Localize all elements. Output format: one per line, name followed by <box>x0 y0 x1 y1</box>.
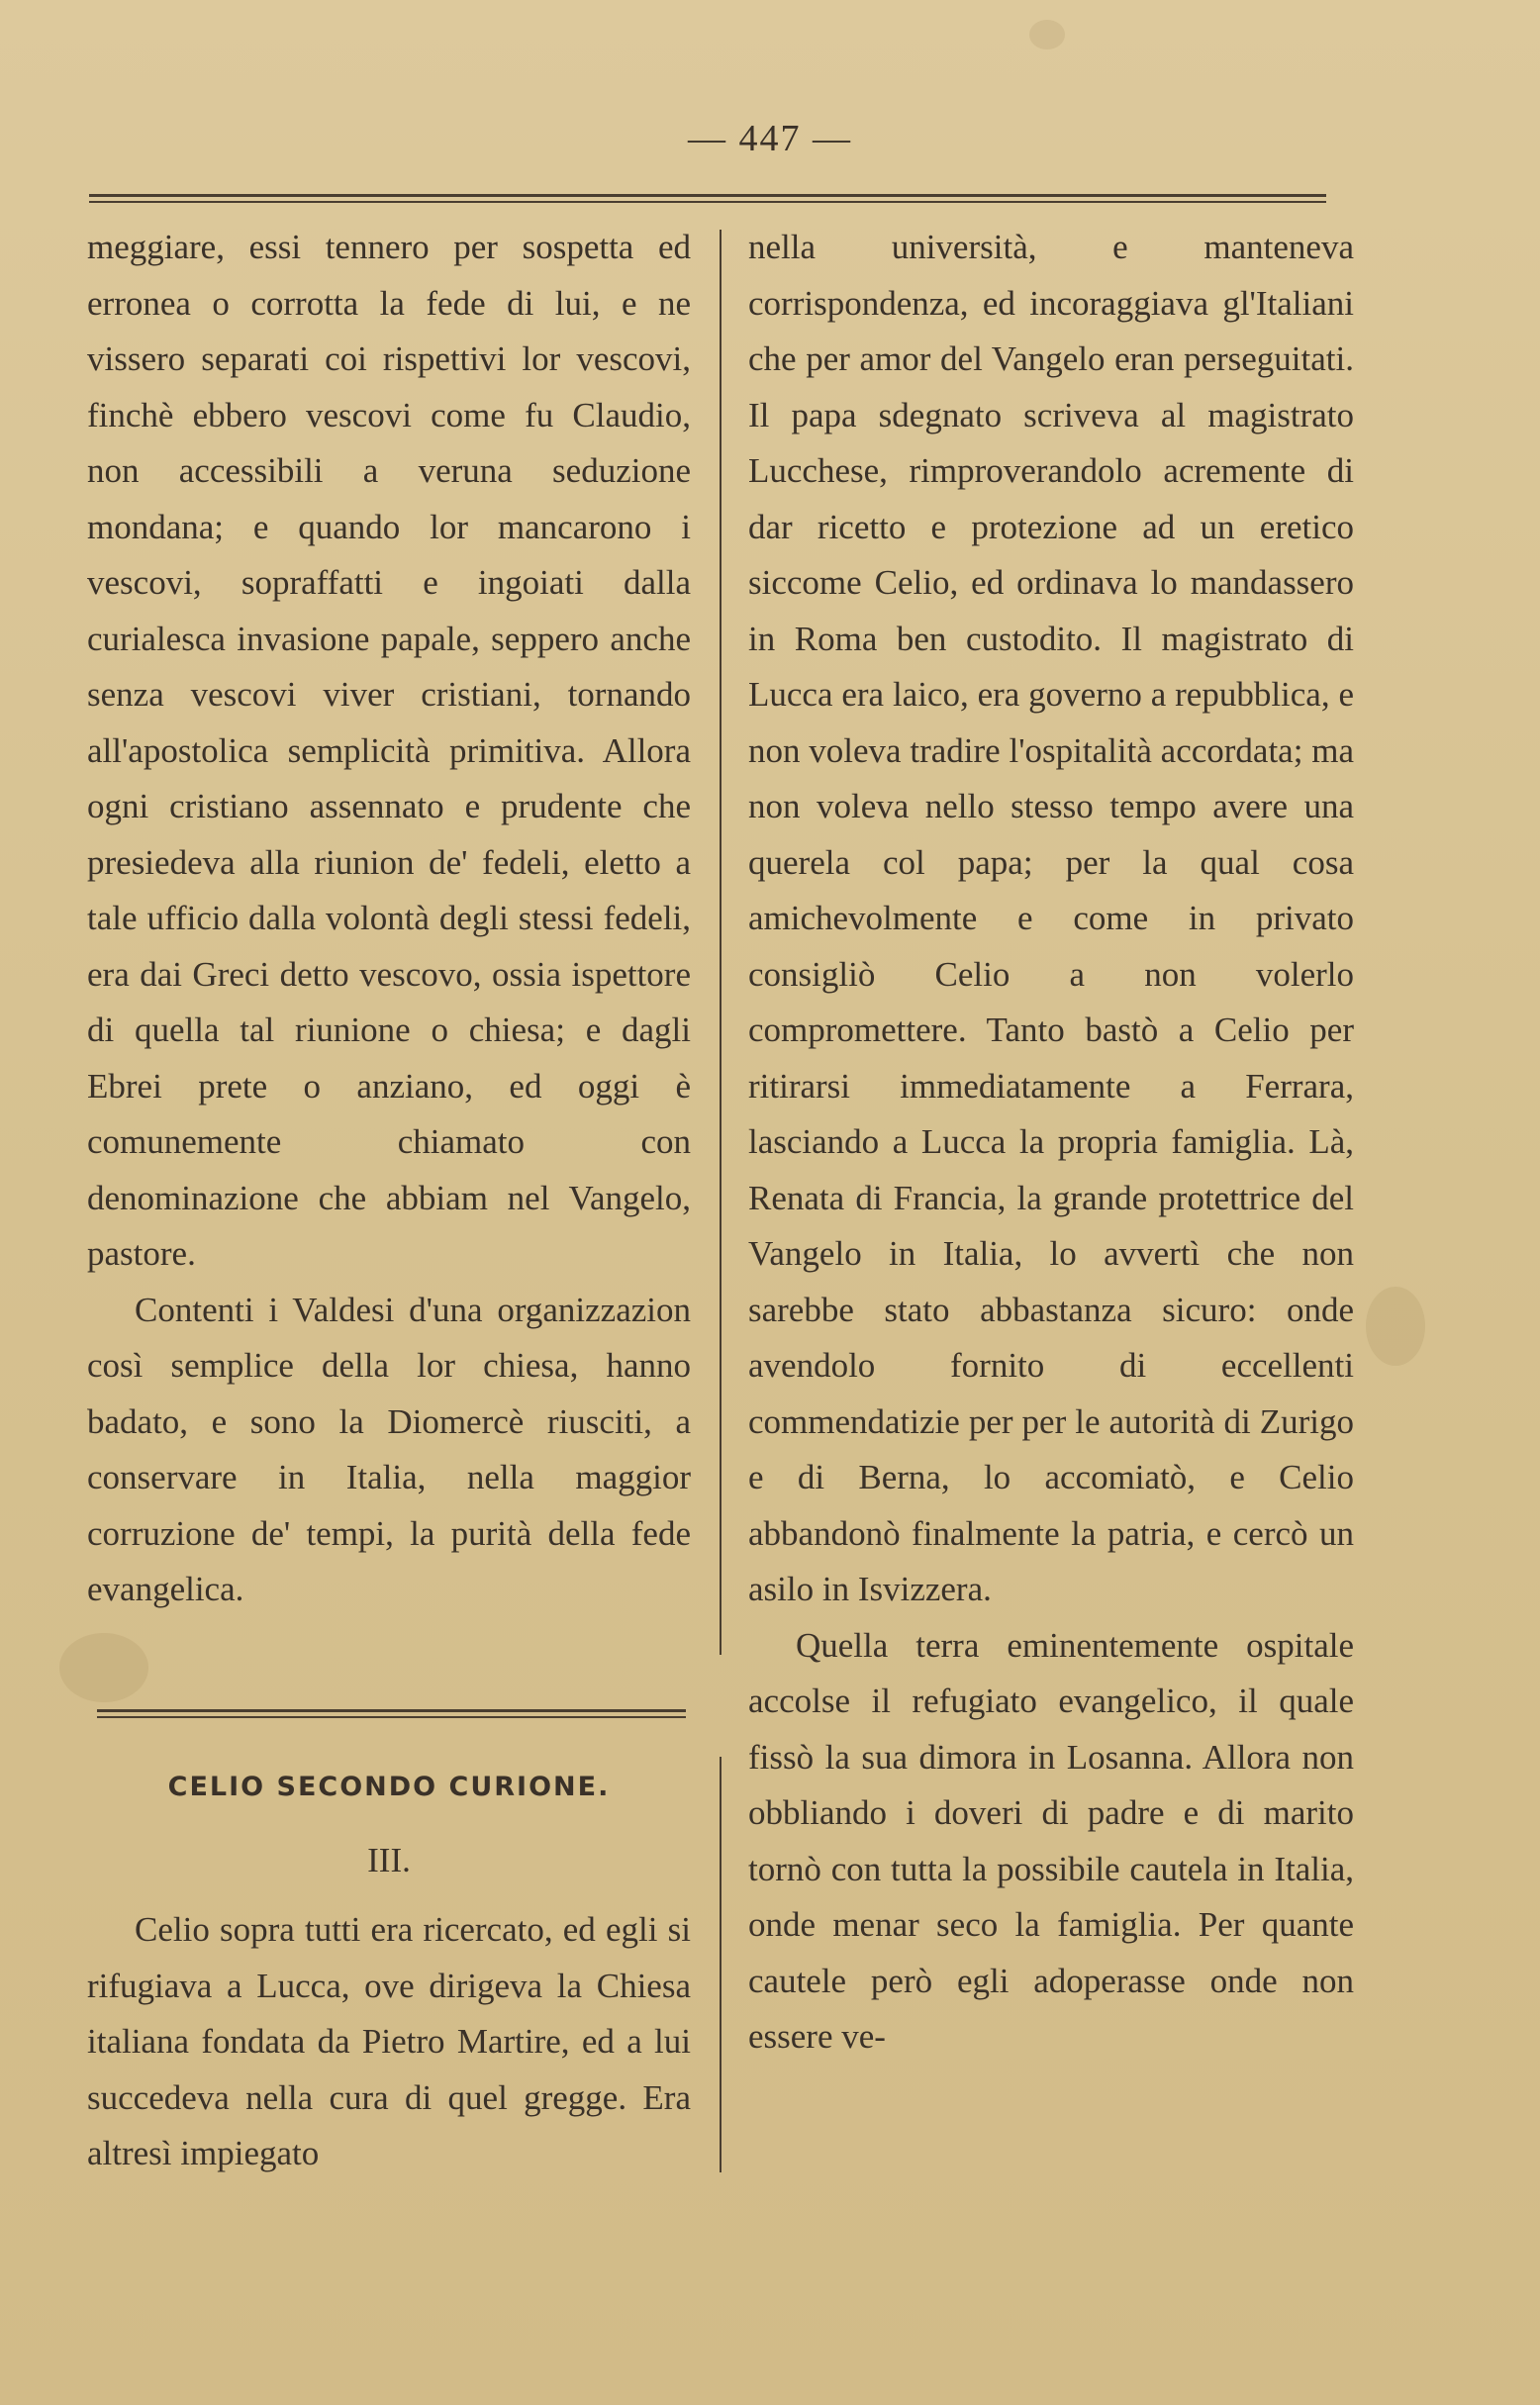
right-paragraph-2: Quella terra eminentemente ospitale accolse il refugiato evangelico, il quale fissò la sua dimora in Losanna. Allora non obbliando i doveri di padre e di marito tornò con tutta la possibile cautela in Italia, onde menar seco la famiglia. Per quante cautele però egli adoperasse onde non essere ve- <box>748 1625 1354 2056</box>
left-paragraph-2: Contenti i Valdesi d'una organizzazion così semplice della lor chiesa, hanno badato, e sono la Diomercè riusciti, a conservare in Italia, nella maggior corruzione de' tempi, la purità della fede evangelica. <box>87 1290 691 1608</box>
column-divider <box>720 1757 722 2172</box>
right-column <box>748 220 1354 2066</box>
left-paragraph-1: meggiare, essi tennero per sospetta ed erronea o corrotta la fede di lui, e ne vissero separati coi rispettivi lor vescovi, finchè ebbero vescovi come fu Claudio, non accessibili a veruna seduzione mondana; e quando lor mancarono i vescovi, sopraffatti e ingoiati dalla curialesca invasione papale, seppero anche senza vescovi viver cristiani, tornando all'apostolica semplicità primitiva. Allora ogni cristiano assennato e prudente che presiedeva alla riunion de' fedeli, eletto a tale ufficio dalla volontà degli stessi fedeli, era dai Greci detto vescovo, ossia ispettore di quella tal riunione o chiesa; e dagli Ebrei prete o anziano, ed oggi è comunemente chiamato con denominazione che abbiam nel Vangelo, pastore. <box>87 228 691 1273</box>
section-number: III. <box>367 1841 411 1879</box>
paper-stain <box>1029 20 1065 49</box>
header-rule <box>89 194 1326 203</box>
section-title: CELIO SECONDO CURIONE. <box>167 1772 611 1802</box>
section-rule <box>97 1709 686 1718</box>
page-number: — 447 — <box>688 118 852 159</box>
right-paragraph-1: nella università, e manteneva corrispondenza, ed incoraggiava gl'Italiani che per amor del Vangelo eran perseguitati. Il papa sdegnato scriveva al magistrato Lucchese, rimproverandolo acremente di dar ricetto e protezione ad un eretico siccome Celio, ed ordinava lo mandassero in Roma ben custodito. Il magistrato di Lucca era laico, era governo a repubblica, e non voleva tradire l'ospitalità accordata; ma non voleva nello stesso tempo avere una querela col papa; per la qual cosa amichevolmente e come in privato consigliò Celio a non volerlo compromettere. Tanto bastò a Celio per ritirarsi immediatamente a Ferrara, lasciando a Lucca la propria famiglia. Là, Renata di Francia, la grande protettrice del Vangelo in Italia, lo avvertì che non sarebbe stato abbastanza sicuro: onde avendolo fornito di eccellenti commendatizie per per le autorità di Zurigo e di Berna, lo accomiatò, e Celio abbandonò finalmente la patria, e cercò un asilo in Isvizzera. <box>748 228 1354 1608</box>
column-divider <box>720 230 722 1655</box>
paper-stain <box>59 1633 148 1702</box>
left-paragraph-3: Celio sopra tutti era ricercato, ed egli si rifugiava a Lucca, ove dirigeva la Chiesa italiana fondata da Pietro Martire, ed a lui succedeva nella cura di quel gregge. Era altresì impiegato <box>87 1910 691 2172</box>
left-column-continued <box>87 1902 691 2182</box>
paper-stain <box>1366 1287 1425 1366</box>
left-column <box>87 220 691 1618</box>
